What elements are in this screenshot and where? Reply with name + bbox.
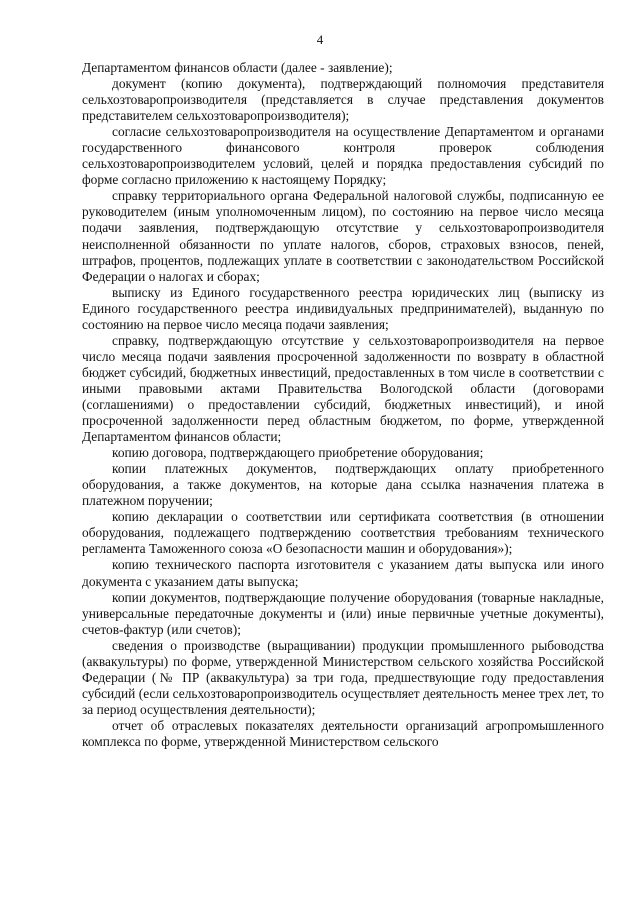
paragraph-registry-extract: выписку из Единого государственного реестра юридических лиц (выписку из Единого государственного реестра индивидуальных предпринимателей), выданную по состоянию на первое число месяца подачи заявления; (82, 284, 604, 332)
paragraph-conformity-declaration: копию декларации о соответствии или сертификата соответствия (в отношении оборудования, подлежащего подтверждению соответствия требованиям технического регламента Таможенного союза «О безопасности машин и оборудования»); (82, 509, 604, 557)
paragraph-representative-authority: документ (копию документа), подтверждающий полномочия представителя сельхозтоваропроизводителя (представляется в случае представления документов представителем сельхозтоваропроизводителя); (82, 76, 604, 124)
paragraph-receipt-documents: копии документов, подтверждающие получение оборудования (товарные накладные, универсальные передаточные документы и (или) иные первичные учетные документы), счетов-фактур (или счетов); (82, 589, 604, 637)
paragraph-industry-report: отчет об отраслевых показателях деятельности организаций агропромышленного комплекса по форме, утвержденной Министерством сельского (82, 717, 604, 749)
paragraph-aquaculture-production: сведения о производстве (выращивании) продукции промышленного рыбоводства (аквакультуры) по форме, утвержденной Министерством сельского хозяйства Российской Федерации (№ ПР (аквакультура) за три года, предшествующие году предоставления субсидий (если сельхозтоваропроизводитель осуществляет деятельность менее трех лет, то за период осуществления деятельности); (82, 637, 604, 717)
page-number: 4 (316, 32, 324, 47)
paragraph-application-definition: Департаментом финансов области (далее - заявление); (82, 60, 393, 75)
paragraph-technical-passport: копию технического паспорта изготовителя с указанием даты выпуска или иного документа с указанием даты выпуска; (82, 557, 604, 589)
paragraph-consent-to-inspections: согласие сельхозтоваропроизводителя на осуществление Департаментом и органами государственного финансового контроля проверок соблюдения сельхозтоваропроизводителем условий, целей и порядка предоставления субсидий по форме согласно приложению к настоящему Порядку; (82, 124, 604, 188)
paragraph-no-debt-certificate: справку, подтверждающую отсутствие у сельхозтоваропроизводителя на первое число месяца подачи заявления просроченной задолженности по возврату в областной бюджет субсидий, бюджетных инвестиций, предоставленных в том числе в соответствии с иными правовыми актами Правительства Вологодской области (договорами (соглашениями) о предоставлении субсидий, бюджетных инвестиций), и иной просроченной задолженности перед областным бюджетом, по форме, утвержденной Департаментом финансов области; (82, 332, 604, 445)
paragraph-payment-documents: копии платежных документов, подтверждающих оплату приобретенного оборудования, а также документов, на которые дана ссылка назначения платежа в платежном поручении; (82, 461, 604, 509)
paragraph-tax-certificate: справку территориального органа Федеральной налоговой службы, подписанную ее руководителем (иным уполномоченным лицом), по состоянию на первое число месяца подачи заявления, подтверждающую отсутствие у сельхозтоваропроизводителя неисполненной обязанности по уплате налогов, сборов, страховых взносов, пеней, штрафов, процентов, подлежащих уплате в соответствии с законодательством Российской Федерации о налогах и сборах; (82, 188, 604, 284)
paragraph-purchase-contract: копию договора, подтверждающего приобретение оборудования; (112, 445, 484, 461)
document-body (82, 60, 604, 750)
